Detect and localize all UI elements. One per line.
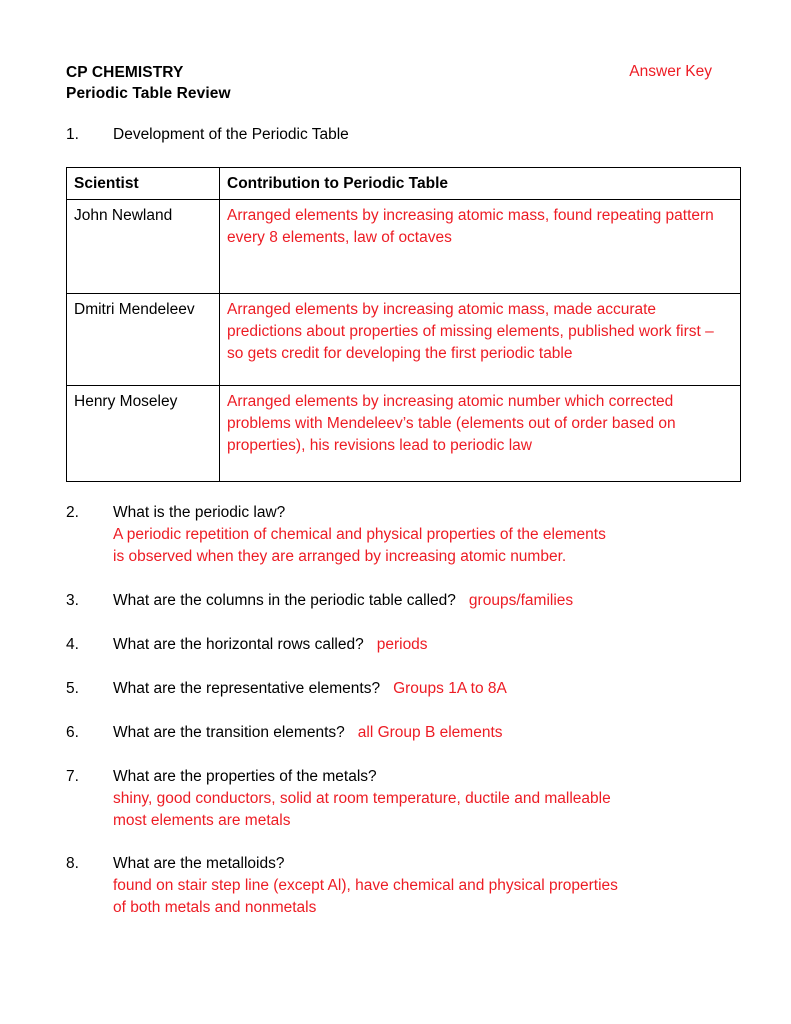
answer-8-line-2: of both metals and nonmetals: [113, 899, 317, 916]
table-header-row: [67, 168, 741, 200]
answer-6-inline: all Group B elements: [357, 724, 503, 741]
cell-scientist-mendeleev: Dmitri Mendeleev: [67, 294, 220, 386]
question-7-body: [113, 766, 733, 832]
question-3-number: 3.: [66, 592, 79, 609]
item-1-number: 1.: [66, 126, 79, 143]
question-5-text: What are the representative elements?: [113, 680, 381, 697]
answer-7-line-1: shiny, good conductors, solid at room temperature, ductile and malleable: [113, 790, 611, 807]
question-item-3: [66, 590, 733, 612]
course-title: CP CHEMISTRY: [66, 64, 184, 81]
cell-scientist-newland: John Newland: [67, 200, 220, 294]
answer-3-inline: groups/families: [468, 592, 574, 609]
question-5-number: 5.: [66, 680, 79, 697]
column-header-contribution: Contribution to Periodic Table: [220, 168, 741, 200]
answer-5-inline: Groups 1A to 8A: [393, 680, 507, 697]
spacer: [66, 656, 733, 678]
table-row: [67, 294, 741, 386]
spacer: [66, 612, 733, 634]
question-8-text: What are the metalloids?: [113, 855, 285, 872]
cell-contribution-mendeleev: Arranged elements by increasing atomic mass, made accurate predictions about properties of missing elements, published work first – so gets credit for developing the first periodic table: [220, 294, 741, 386]
spacer: [66, 832, 733, 853]
question-2-body: [113, 502, 733, 568]
questions-list: [66, 502, 733, 919]
question-4-body: [113, 634, 733, 656]
column-header-scientist: Scientist: [67, 168, 220, 200]
question-7-text: What are the properties of the metals?: [113, 768, 377, 785]
cell-contribution-newland: Arranged elements by increasing atomic mass, found repeating pattern every 8 elements, law of octaves: [220, 200, 741, 294]
question-item-7: [66, 766, 733, 832]
question-8-number: 8.: [66, 855, 79, 872]
question-4-number: 4.: [66, 636, 79, 653]
answer-8-line-1: found on stair step line (except Al), have chemical and physical properties: [113, 877, 618, 894]
answer-2-line-1: A periodic repetition of chemical and physical properties of the elements: [113, 526, 606, 543]
question-7-number: 7.: [66, 768, 79, 785]
question-6-body: [113, 722, 733, 744]
cell-contribution-moseley: Arranged elements by increasing atomic number which corrected problems with Mendeleev’s table (elements out of order based on properties), his revisions lead to periodic law: [220, 386, 741, 482]
question-item-2: [66, 502, 733, 568]
question-2-text: What is the periodic law?: [113, 504, 286, 521]
cell-scientist-moseley: Henry Moseley: [67, 386, 220, 482]
question-item-6: [66, 722, 733, 744]
spacer: [66, 744, 733, 766]
answer-7-line-2: most elements are metals: [113, 812, 291, 829]
item-1-text: Development of the Periodic Table: [113, 126, 349, 143]
question-4-text: What are the horizontal rows called?: [113, 636, 364, 653]
spacer: [66, 700, 733, 722]
answer-2-line-2: is observed when they are arranged by increasing atomic number.: [113, 548, 567, 565]
document-header: [66, 62, 733, 106]
question-8-body: [113, 853, 733, 919]
question-6-text: What are the transition elements?: [113, 724, 345, 741]
answer-4-inline: periods: [376, 636, 428, 653]
question-item-4: [66, 634, 733, 656]
table-row: [67, 386, 741, 482]
question-6-number: 6.: [66, 724, 79, 741]
question-5-body: [113, 678, 733, 700]
question-3-body: [113, 590, 733, 612]
scientist-contribution-table: [66, 167, 741, 482]
question-3-text: What are the columns in the periodic table called?: [113, 592, 456, 609]
spacer: [66, 568, 733, 590]
question-item-5: [66, 678, 733, 700]
answer-key-label: Answer Key: [629, 63, 712, 80]
question-item-8: [66, 853, 733, 919]
question-2-number: 2.: [66, 504, 79, 521]
list-item-1: [66, 124, 733, 146]
table-row: [67, 200, 741, 294]
worksheet-title: Periodic Table Review: [66, 85, 231, 102]
